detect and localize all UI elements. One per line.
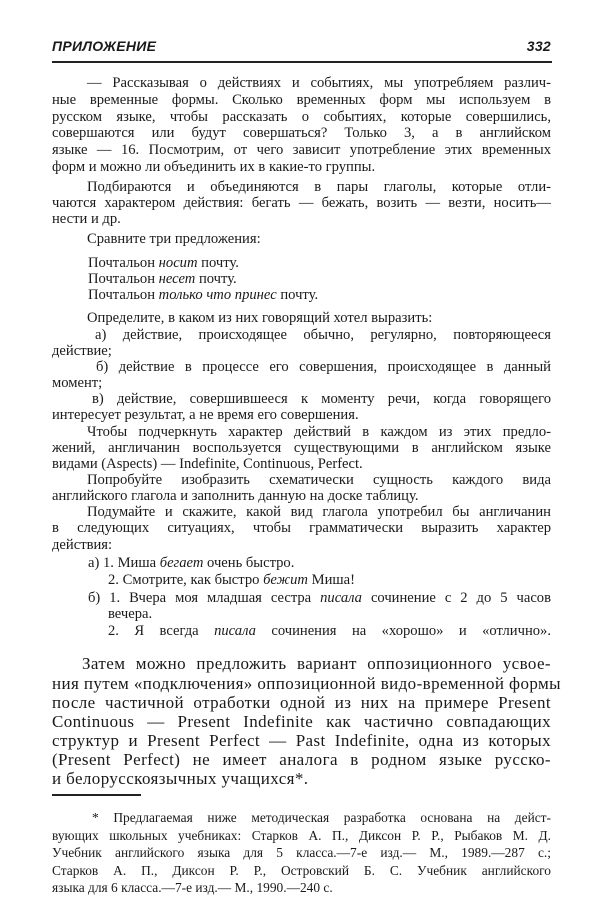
text-line: (Present Perfect) не имеет аналога в родном языке русско- (52, 750, 551, 769)
text-line: языке — 16. Посмотрим, от чего зависит употребление этих временных (52, 142, 551, 158)
text-line: английского глагола и заполнить данную на доске таблицу. (52, 488, 419, 504)
footnote-rule (52, 794, 141, 796)
text-line: Continuous — Present Indefinite как частично совпадающих (52, 712, 551, 731)
list-item-continuation: вечера. (108, 606, 153, 622)
text-line: Определите, в каком из них говорящий хотел выразить: (87, 310, 433, 326)
footnote-line: Старков А. П., Диксон Р. Р., Островский Б. С. Учебник английского (52, 863, 551, 878)
text: б) 1. Вчера моя младшая сестра (88, 590, 321, 606)
text-line: Подбираются и объединяются в пары глаголы, которые отли- (87, 179, 551, 195)
text-line: совершаются или будут совершаться? Только 3, а в английском (52, 125, 551, 141)
text-line: структур и Present Perfect — Past Indefinite, одна из которых (52, 731, 551, 750)
example-line (88, 255, 551, 272)
italic-verb: несет (158, 271, 196, 287)
text-line: форм и можно ли объединить их в какие-то группы. (52, 159, 376, 175)
text: Почтальон (88, 271, 159, 287)
text: Почтальон (88, 287, 159, 303)
text-line: Подумайте и скажите, какой вид глагола употребил бы англичанин (87, 504, 551, 520)
text-line: нести и др. (52, 211, 121, 227)
text-line: а) действие, происходящее обычно, регулярно, повторяющееся (95, 327, 551, 343)
text: почту. (195, 271, 237, 287)
text: очень быстро. (203, 555, 295, 571)
text: почту. (276, 287, 319, 303)
text-line: видами (Aspects) — Indefinite, Continuous, Perfect. (52, 456, 363, 472)
text-line: жений, англичанин воспользуется существующими в английском языке (52, 440, 551, 456)
text: почту. (197, 255, 239, 271)
text-line: б) действие в процессе его совершения, происходящее в данный (96, 359, 551, 375)
text-line: и белорусскоязычных учащихся*. (52, 769, 309, 788)
text: а) 1. Миша (88, 555, 160, 571)
italic-verb: носит (158, 255, 198, 271)
italic-verb: писала (214, 623, 256, 639)
text-line: чаются характером действия: бегать — бежать, возить — везти, носить— (52, 195, 551, 211)
text: сочинения на «хорошо» и «отлично». (255, 623, 551, 639)
italic-verb: только что принес (158, 287, 277, 303)
text-line: в) действие, совершившееся к моменту речи, когда говорящего (92, 391, 551, 407)
text-line: — Рассказывая о действиях и событиях, мы употребляем различ- (87, 75, 551, 91)
text-line: момент; (52, 375, 103, 391)
text-line: Попробуйте изобразить схематически сущность каждого вида (87, 472, 551, 488)
text-line: интересует результат, а не время его совершения. (52, 407, 359, 423)
text: 2. Я всегда (108, 623, 215, 639)
text: Миша! (307, 572, 355, 588)
italic-verb: бежит (263, 572, 308, 588)
text-line: действия: (52, 537, 113, 553)
header-rule (52, 61, 552, 63)
text: сочинение с 2 до 5 часов (361, 590, 551, 606)
text: 2. Смотрите, как быстро (108, 572, 264, 588)
list-item (88, 555, 551, 572)
text-line: в следующих ситуациях, чтобы грамматически выразить характер (52, 520, 551, 536)
text-line: ния путем «подключения» оппозиционной видо-временной формы (52, 674, 561, 693)
text-line: русском языке, чтобы рассказать о событиях, которые совершились, (52, 109, 551, 125)
text-line: Чтобы подчеркнуть характер действий в каждом из этих предло- (87, 424, 551, 440)
list-item (108, 623, 551, 640)
italic-verb: бегает (159, 555, 204, 571)
section-title: ПРИЛОЖЕНИЕ (52, 38, 157, 54)
text-line: Сравните три предложения: (87, 231, 261, 247)
text-line: после частичной отработки одной из них на примере Present (52, 693, 551, 712)
text: Почтальон (88, 255, 159, 271)
footnote-line: вующих школьных учебниках: Старков А. П., Диксон Р. Р., Рыбаков М. Д. (52, 828, 551, 843)
example-line (88, 271, 551, 288)
list-item (88, 590, 551, 607)
footnote-line: * Предлагаемая ниже методическая разработка основана на дейст- (92, 810, 551, 825)
example-line (88, 287, 551, 304)
page-number: 332 (526, 38, 551, 54)
footnote-line: Учебник английского языка для 5 класса.—7-е изд.— М., 1989.—287 с.; (52, 845, 551, 860)
text-line: Затем можно предложить вариант оппозиционного усвое- (82, 654, 551, 673)
footnote-line: языка для 6 класса.—7-е изд.— М., 1990.—240 с. (52, 880, 333, 895)
list-item (108, 572, 551, 589)
italic-verb: писала (320, 590, 362, 606)
text-line: действие; (52, 343, 112, 359)
text-line: ные временные формы. Сколько временных форм мы используем в (52, 92, 551, 108)
